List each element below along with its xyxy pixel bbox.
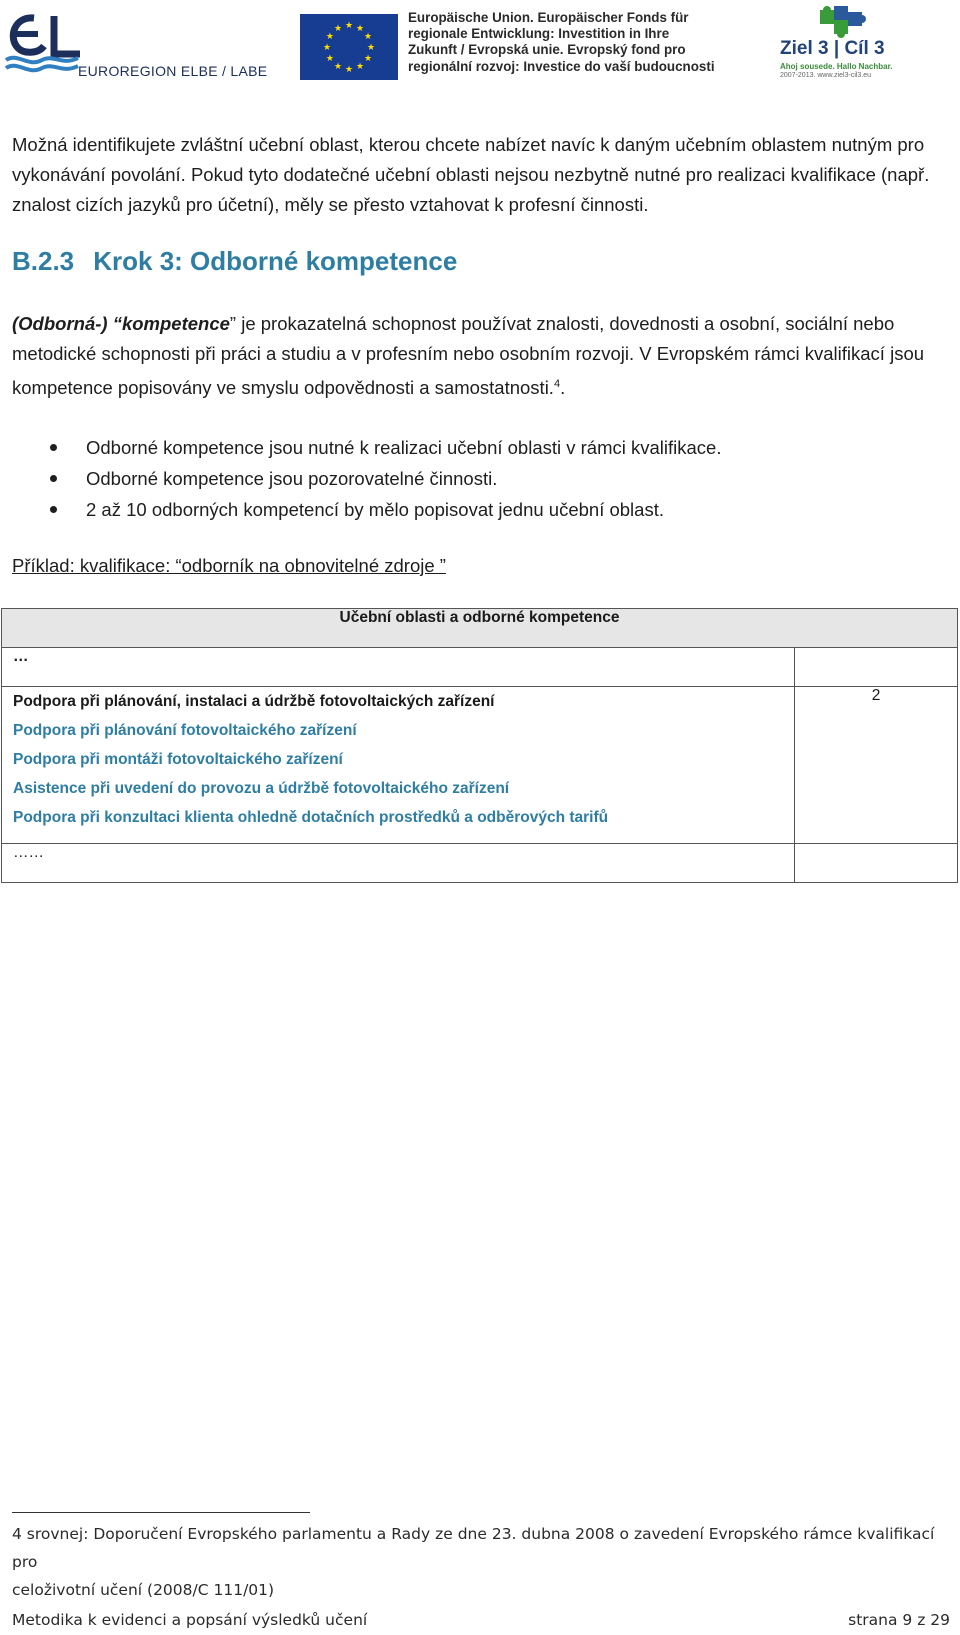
bullet-item: Odborné kompetence jsou nutné k realizaci učební oblasti v rámci kvalifikace. — [0, 432, 940, 463]
table-cell-empty — [795, 648, 958, 687]
table-row — [2, 648, 958, 687]
eu-star-icon: ★ — [344, 64, 354, 74]
eu-line-1: Europäische Union. Europäischer Fonds für — [408, 10, 689, 25]
definition-paragraph — [12, 309, 942, 403]
table-row — [2, 687, 958, 844]
bullet-icon — [50, 506, 57, 513]
bullet-icon — [50, 444, 57, 451]
eu-star-icon: ★ — [325, 31, 334, 41]
puzzle-icon — [776, 4, 896, 40]
table-header-row — [2, 609, 958, 648]
competence-table — [1, 608, 958, 883]
bullet-item: 2 až 10 odborných kompetencí by mělo popisovat jednu učební oblast. — [0, 494, 940, 525]
eu-star-icon: ★ — [364, 53, 373, 63]
ziel3-logo — [776, 4, 896, 84]
eu-line-4: regionální rozvoj: Investice do vaší budoucnosti — [408, 58, 715, 74]
eu-flag-icon — [300, 14, 398, 80]
intro-paragraph — [12, 130, 942, 220]
competence-item: Podpora při montáži fotovoltaického zařízení — [13, 751, 343, 768]
intro-line-2: vykonávání povolání. Pokud tyto dodatečné učební oblasti nejsou nezbytně nutné pro realizaci kvalifikace (např. — [12, 164, 930, 185]
footnote-line-1: 4 srovnej: Doporučení Evropského parlamentu a Rady ze dne 23. dubna 2008 o zavedení Evropského rámce kvalifikací pro — [12, 1525, 935, 1571]
eu-line-2: regionale Entwicklung: Investition in Ihre — [408, 26, 670, 42]
eu-star-icon: ★ — [366, 42, 376, 52]
eu-star-icon: ★ — [355, 61, 365, 72]
table-cell-ellipsis: … — [2, 648, 795, 687]
eu-star-icon: ★ — [333, 22, 343, 33]
ziel3-title: Ziel 3 | Cíl 3 — [780, 38, 885, 59]
eu-star-icon: ★ — [325, 53, 334, 63]
footnote-reference[interactable]: 4 — [553, 378, 561, 390]
learning-area-cell — [2, 687, 795, 844]
eu-star-icon: ★ — [333, 61, 343, 72]
footnote-line-2: celoživotní učení (2008/C 111/01) — [12, 1581, 275, 1599]
competence-item: Asistence při uvedení do provozu a údržbě fotovoltaického zařízení — [13, 780, 510, 797]
example-heading: Příklad: kvalifikace: “odborník na obnovitelné zdroje ” — [12, 555, 446, 576]
bullet-icon — [50, 475, 57, 482]
definition-term-b: “kompetence — [112, 313, 230, 334]
eu-star-icon: ★ — [322, 42, 332, 52]
section-number: B.2.3 — [12, 246, 75, 276]
footnote-separator — [12, 1512, 310, 1513]
competence-item: Podpora při konzultaci klienta ohledně dotačních prostředků a odběrových tarifů — [13, 809, 609, 826]
section-heading — [12, 246, 457, 277]
definition-term-a: (Odborná-) — [12, 313, 108, 334]
table-cell-empty — [795, 844, 958, 883]
table-header-cell: Učební oblasti a odborné kompetence — [2, 609, 958, 648]
competence-item: Podpora při plánování fotovoltaického zařízení — [13, 722, 357, 739]
eu-line-3: Zukunft / Evropská unie. Evropský fond pro — [408, 42, 686, 58]
ziel3-url: 2007-2013. www.ziel3-cil3.eu — [780, 72, 872, 79]
table-cell-ellipsis: …… — [2, 844, 795, 883]
eu-star-icon: ★ — [355, 22, 365, 33]
footnote — [12, 1520, 952, 1604]
section-title: Krok 3: Odborné kompetence — [93, 246, 458, 276]
table-row — [2, 844, 958, 883]
eu-funding-text — [408, 10, 738, 75]
bullet-item: Odborné kompetence jsou pozorovatelné činnosti. — [0, 463, 940, 494]
euroregion-logo — [4, 8, 268, 88]
bullet-list — [0, 432, 940, 525]
intro-line-3: znalost cizích jazyků pro účetní), měly se přesto vztahovat k profesní činnosti. — [12, 194, 649, 215]
page-header — [0, 0, 960, 90]
euroregion-mark-icon — [4, 8, 84, 80]
definition-line-2: metodické schopnosti při práci a studiu a v profesním nebo osobním rozvoji. V Evropském rámci kvalifikací jsou — [12, 343, 925, 364]
learning-area-value: 2 — [795, 687, 958, 844]
footer-page-number: strana 9 z 29 — [848, 1611, 950, 1629]
footer-document-title: Metodika k evidenci a popsání výsledků učení — [12, 1611, 368, 1629]
eu-star-icon: ★ — [344, 20, 354, 30]
ziel3-slogan: Ahoj sousede. Hallo Nachbar. — [780, 62, 893, 71]
eu-star-icon: ★ — [364, 31, 373, 41]
euroregion-text: EUROREGION ELBE / LABE — [78, 63, 268, 79]
learning-area-title: Podpora při plánování, instalaci a údržbě fotovoltaických zařízení — [13, 693, 495, 710]
intro-line-1: Možná identifikujete zvláštní učební oblast, kterou chcete nabízet navíc k daným učebním oblastem nutným pro — [12, 134, 925, 155]
definition-line-1 — [12, 309, 942, 339]
definition-line-3: kompetence popisovány ve smyslu odpovědnosti a samostatnosti.$^4$. — [12, 377, 566, 399]
definition-line-1-rest: ” je prokazatelná schopnost používat znalosti, dovednosti a osobní, sociální nebo — [229, 313, 895, 334]
